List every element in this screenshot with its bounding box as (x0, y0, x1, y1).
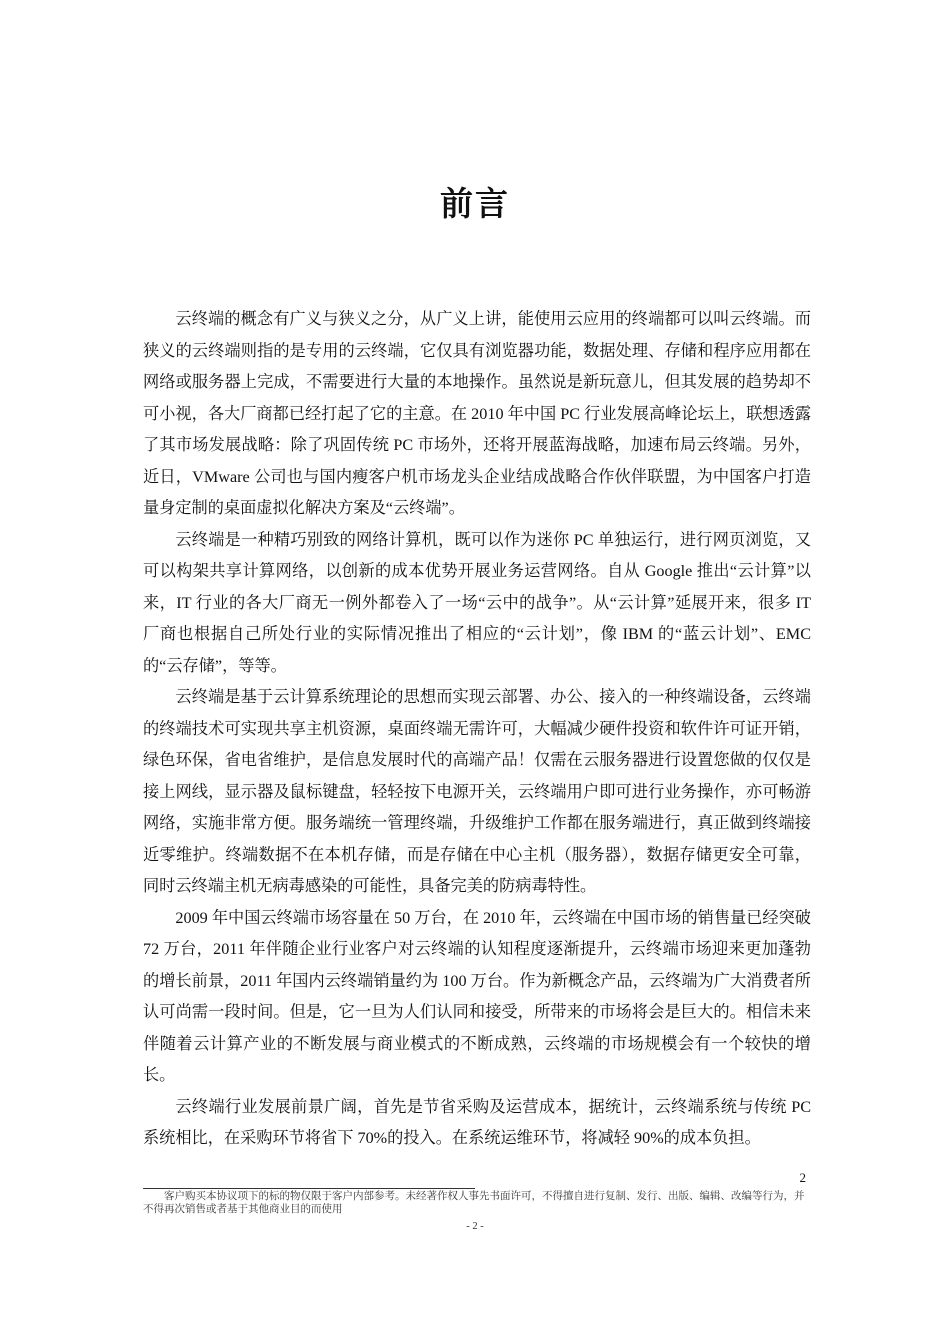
footnote-divider (143, 1188, 475, 1189)
paragraph-3: 云终端是基于云计算系统理论的思想而实现云部署、办公、接入的一种终端设备，云终端的终端技术可实现共享主机资源，桌面终端无需许可，大幅减少硬件投资和软件许可证开销，绿色环保，省电省维护，是信息发展时代的高端产品！仅需在云服务器进行设置您做的仅仅是接上网线，显示器及鼠标键盘，轻轻按下电源开关，云终端用户即可进行业务操作，亦可畅游网络，实施非常方便。服务端统一管理终端，升级维护工作都在服务端进行，真正做到终端接近零维护。终端数据不在本机存储，而是存储在中心主机（服务器），数据存储更安全可靠，同时云终端主机无病毒感染的可能性，具备完美的防病毒特性。 (143, 688, 811, 895)
body-text (143, 304, 811, 1155)
paragraph-4: 2009 年中国云终端市场容量在 50 万台，在 2010 年，云终端在中国市场的销售量已经突破 72 万台，2011 年伴随企业行业客户对云终端的认知程度逐渐提升，云终端市场迎来更加蓬勃的增长前景，2011 年国内云终端销量约为 100 万台。作为新概念产品，云终端为广大消费者所认可尚需一段时间。但是，它一旦为人们认同和接受，所带来的市场将会是巨大的。相信未来伴随着云计算产业的不断发展与商业模式的不断成熟，云终端的市场规模会有一个较快的增长。 (143, 908, 811, 1084)
paragraph-2: 云终端是一种精巧别致的网络计算机，既可以作为迷你 PC 单独运行，进行网页浏览，又可以构架共享计算网络，以创新的成本优势开展业务运营网络。自从 Google 推出“云计算”以来，IT 行业的各大厂商无一例外都卷入了一场“云中的战争”。从“云计算”延展开来，很多 IT 厂商也根据自己所处行业的实际情况推出了相应的“云计划”，像 IBM 的“蓝云计划”、EMC 的“云存储”，等等。 (143, 530, 811, 675)
page-title: 前言 (440, 184, 510, 223)
paragraph-5: 云终端行业发展前景广阔，首先是节省采购及运营成本，据统计，云终端系统与传统 PC 系统相比，在采购环节将省下 70%的投入。在系统运维环节，将减轻 90%的成本负担。 (143, 1097, 811, 1147)
footnote-text: 客户购买本协议项下的标的物仅限于客户内部参考。未经著作权人事先书面许可，不得擅自进行复制、发行、出版、编辑、改编等行为，并不得再次销售或者基于其他商业目的而使用 (143, 1191, 805, 1215)
page-number: 2 (799, 1170, 806, 1185)
footer-page-number: - 2 - (466, 1221, 484, 1232)
paragraph-1: 云终端的概念有广义与狭义之分，从广义上讲，能使用云应用的终端都可以叫云终端。而狭义的云终端则指的是专用的云终端，它仅具有浏览器功能，数据处理、存储和程序应用都在网络或服务器上完成，不需要进行大量的本地操作。虽然说是新玩意儿，但其发展的趋势却不可小视，各大厂商都已经打起了它的主意。在 2010 年中国 PC 行业发展高峰论坛上，联想透露了其市场发展战略：除了巩固传统 PC 市场外，还将开展蓝海战略，加速布局云终端。另外，近日，VMware 公司也与国内瘦客户机市场龙头企业结成战略合作伙伴联盟，为中国客户打造量身定制的桌面虚拟化解决方案及“云终端”。 (143, 310, 811, 517)
